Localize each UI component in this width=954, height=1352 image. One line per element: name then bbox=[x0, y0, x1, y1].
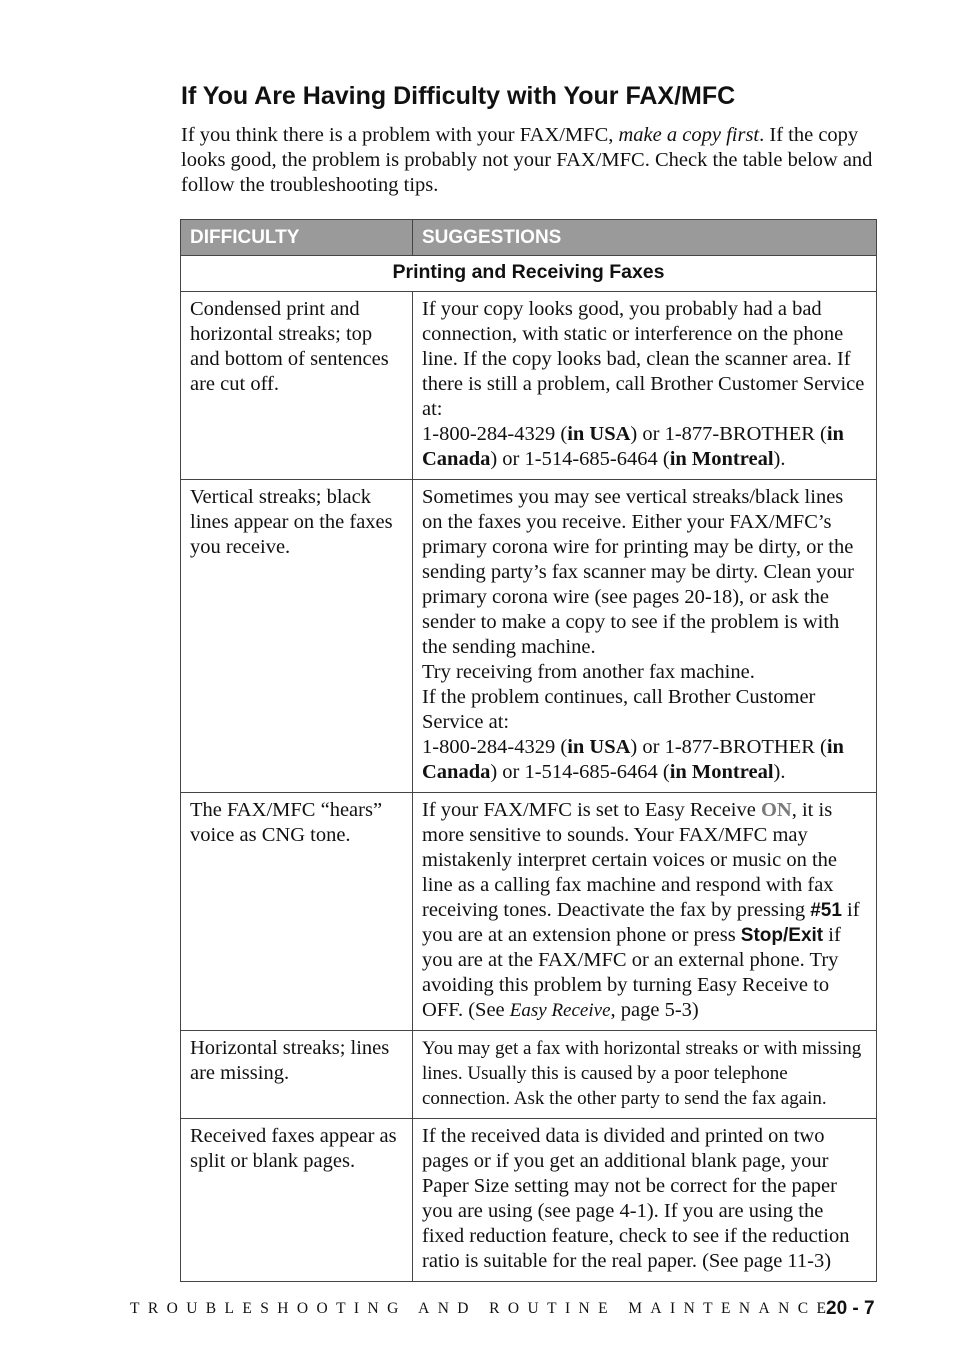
intro-paragraph bbox=[181, 123, 881, 198]
table-row bbox=[181, 480, 877, 793]
suggestion-cell bbox=[413, 793, 877, 1031]
suggestion-text: if you are at the FAX/MFC or an external phone. Try avoiding this problem by turning Easy Receive to OFF. (See bbox=[422, 924, 841, 1021]
intro-emphasis: make a copy first bbox=[618, 124, 760, 146]
suggestion-try: Try receiving from another fax machine. bbox=[422, 661, 755, 683]
phone-text: ) or 1-514-685-6464 ( bbox=[490, 761, 670, 783]
table-row bbox=[181, 1031, 877, 1119]
difficulty-cell: Horizontal streaks; lines are missing. bbox=[181, 1031, 413, 1119]
page-number: 20 - 7 bbox=[826, 1298, 875, 1319]
page-heading: If You Are Having Difficulty with Your FAX/MFC bbox=[181, 82, 736, 110]
suggestion-text: If your FAX/MFC is set to Easy Receive bbox=[422, 799, 761, 821]
table-row bbox=[181, 793, 877, 1031]
phone-text: ). bbox=[773, 448, 786, 470]
phone-text: ) or 1-877-BROTHER ( bbox=[630, 423, 827, 445]
header-difficulty: DIFFICULTY bbox=[181, 220, 413, 256]
difficulty-cell: The FAX/MFC “hears” voice as CNG tone. bbox=[181, 793, 413, 1031]
phone-text: ) or 1-877-BROTHER ( bbox=[630, 736, 827, 758]
suggestion-text: , it is more sensitive to sounds. Your FAX/MFC may mistakenly interpret certain voices or music on the line as a calling fax machine and respond with fax receiving tones. Deactivate the fax by pressing bbox=[422, 799, 837, 921]
usa-label: in USA bbox=[567, 423, 631, 445]
section-row bbox=[181, 256, 877, 292]
intro-text-end: . If the copy looks good, the problem is probably not your FAX/MFC. Check the table below and follow the troubleshooting tips. bbox=[181, 124, 873, 196]
header-suggestions: SUGGESTIONS bbox=[413, 220, 877, 256]
suggestion-text: If your copy looks good, you probably had a bad connection, with static or interference on the phone line. If the copy looks bad, clean the scanner area. If there is still a problem, call Brother Customer Service at: bbox=[422, 298, 865, 420]
suggestion-text: if you are at an extension phone or press bbox=[422, 899, 860, 946]
phone-text: ) or 1-514-685-6464 ( bbox=[490, 448, 670, 470]
section-title: Printing and Receiving Faxes bbox=[181, 256, 877, 292]
on-setting-value: ON bbox=[760, 799, 792, 821]
troubleshooting-table bbox=[180, 219, 877, 1282]
usa-label: in USA bbox=[567, 736, 631, 758]
key-51-label: #51 bbox=[810, 900, 842, 921]
stop-exit-key-label: Stop/Exit bbox=[740, 925, 824, 946]
canada-label: in Canada bbox=[422, 736, 844, 783]
difficulty-cell: Vertical streaks; black lines appear on the faxes you receive. bbox=[181, 480, 413, 793]
table-row bbox=[181, 292, 877, 480]
phone-text: 1-800-284-4329 ( bbox=[422, 736, 568, 758]
suggestion-cell: If the received data is divided and printed on two pages or if you get an additional blank page, your Paper Size setting may not be correct for the paper you are using (see page 4-1). If you are using the fixed reduction feature, check to see if the reduction ratio is suitable for the real paper. (See page 11-3) bbox=[413, 1119, 877, 1282]
difficulty-cell: Received faxes appear as split or blank pages. bbox=[181, 1119, 413, 1282]
intro-text: If you think there is a problem with your FAX/MFC, bbox=[181, 124, 619, 146]
suggestion-text: , page 5-3) bbox=[610, 999, 699, 1021]
suggestion-cell bbox=[413, 480, 877, 793]
montreal-label: in Montreal bbox=[669, 448, 774, 470]
suggestion-cell bbox=[413, 292, 877, 480]
easy-receive-reference: Easy Receive bbox=[509, 1000, 611, 1021]
phone-text: 1-800-284-4329 ( bbox=[422, 423, 568, 445]
table-header-row bbox=[181, 220, 877, 256]
suggestion-text: Sometimes you may see vertical streaks/black lines on the faxes you receive. Either your FAX/MFC’s primary corona wire for printing may be dirty, or the sending party’s fax scanner may be dirty. Clean your primary corona wire (see pages 20-18), or ask the sender to make a copy to see if the problem is with the sending machine. bbox=[422, 486, 854, 658]
montreal-label: in Montreal bbox=[669, 761, 774, 783]
phone-text: ). bbox=[773, 761, 786, 783]
canada-label: in Canada bbox=[422, 423, 844, 470]
footer-section-title: TROUBLESHOOTING AND ROUTINE MAINTENANCE bbox=[130, 1300, 835, 1317]
suggestion-continue: If the problem continues, call Brother Customer Service at: bbox=[422, 686, 816, 733]
table-row bbox=[181, 1119, 877, 1282]
difficulty-cell: Condensed print and horizontal streaks; top and bottom of sentences are cut off. bbox=[181, 292, 413, 480]
suggestion-cell: You may get a fax with horizontal streaks or with missing lines. Usually this is caused by a poor telephone connection. Ask the other party to send the fax again. bbox=[413, 1031, 877, 1119]
